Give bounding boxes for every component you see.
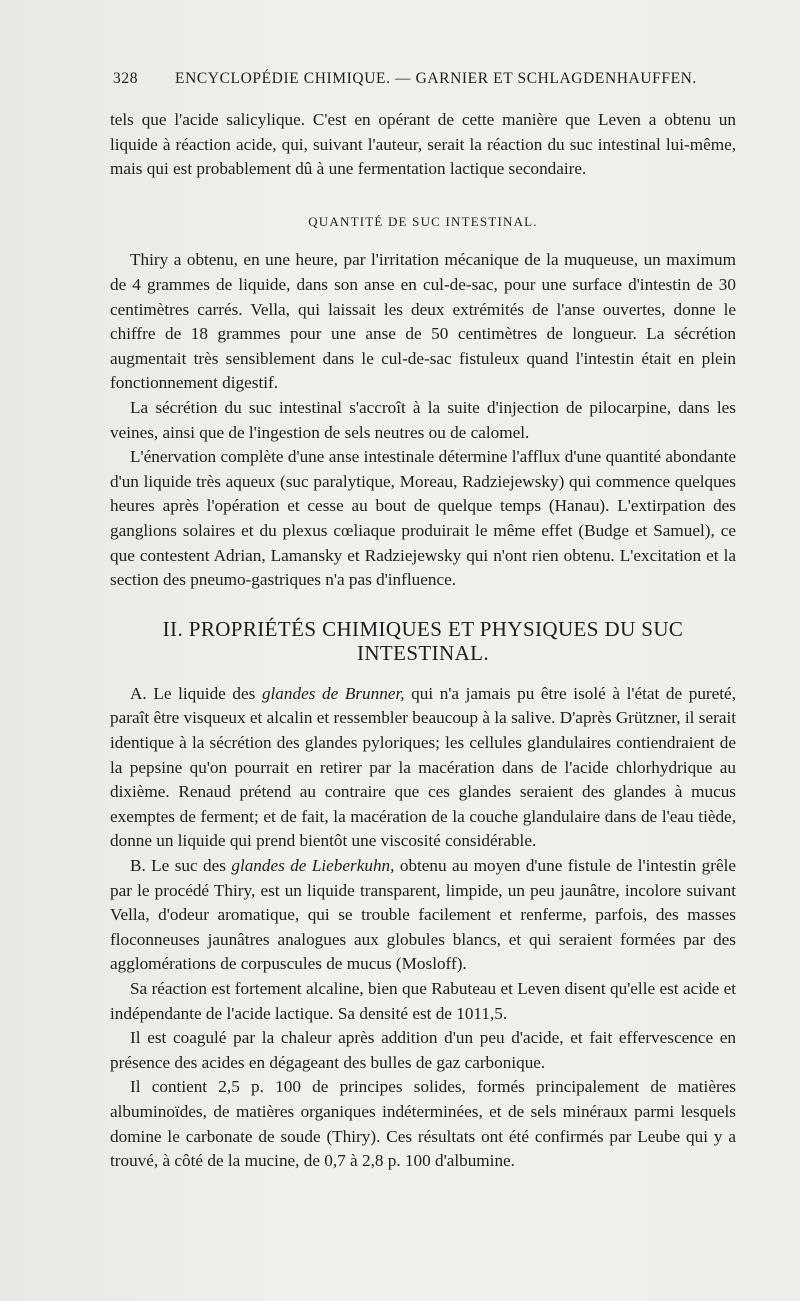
paragraph: Sa réaction est fortement alcaline, bien que Rabuteau et Leven disent qu'elle est acide et indépendante de l'acide lactique. Sa densité est de 1011,5. (110, 979, 736, 1023)
paragraph: Il est coagulé par la chaleur après addition d'un peu d'acide, et fait effervescence en présence des acides en dégageant des bulles de gaz carbonique. (110, 1028, 736, 1072)
subsection-title: QUANTITÉ DE SUC INTESTINAL. (308, 213, 538, 229)
paragraph-a (110, 682, 736, 854)
para-a-italic: glandes de Brunner, (261, 683, 405, 703)
paragraph-b (110, 854, 736, 977)
paragraph: Il contient 2,5 p. 100 de principes solides, formés principalement de matières albuminoïdes, de matières organiques indéterminées, et de sels minéraux parmi lesquels domine le carbonate de soude (Thiry). Ces résultats ont été confirmés par Leube qui y a trouvé, à côté de la mucine, de 0,7 à 2,8 p. 100 d'albumine. (110, 1077, 736, 1171)
para-b-italic: glandes de Lieberkuhn, (231, 856, 395, 876)
para-a-rest: qui n'a jamais pu être isolé à l'état de pureté, paraît être visqueux et alcalin et ressembler beaucoup à la salive. D'après Grützner, il serait identique à la sécrétion des glandes pyloriques; les cellules glandulaires contiendraient de la pepsine qu'on pourrait en retirer par la macération dans de l'acide chlorhydrique au dixième. Renaud prétend au contraire que ces glandes seraient des glandes à mucus exemptes de ferment; et de fait, la macération de la couche glandulaire dans de l'eau tiède, donne un liquide qui prend bientôt une viscosité considérable. (110, 683, 736, 851)
paragraph: Thiry a obtenu, en une heure, par l'irritation mécanique de la muqueuse, un maximum de 4 grammes de liquide, dans son anse en cul-de-sac, pour une surface d'intestin de 30 centimètres carrés. Vella, qui laissait les deux extrémités de l'anse ouvertes, donne le chiffre de 18 grammes pour une anse de 50 centimètres de longueur. La sécrétion augmentait très sensiblement dans le cul-de-sac fistuleux quand l'intestin était en plein fonctionnement digestif. (110, 250, 736, 393)
paragraph: La sécrétion du suc intestinal s'accroît à la suite d'injection de pilocarpine, dans les veines, ainsi que de l'ingestion de sels neutres ou de calomel. (110, 397, 736, 442)
para-b-lead: B. Le suc des (130, 856, 232, 876)
paragraph: L'énervation complète d'une anse intestinale détermine l'afflux d'une quantité abondante d'un liquide très aqueux (suc paralytique, Moreau, Radziejewsky) qui commence quelques heures après l'opération et cesse au bout de quelque temps (Hanau). L'extirpation des ganglions solaires et du plexus cœliaque produirait le même effet (Budge et Samuel), ce que contestent Adrian, Lamansky et Radziejewsky qui n'ont rien obtenu. L'excitation et la section des pneumo-gastriques n'a pas d'influence. (110, 447, 736, 590)
running-title: ENCYCLOPÉDIE CHIMIQUE. — GARNIER ET SCHLAGDENHAUFFEN. (175, 70, 697, 87)
page-body (110, 108, 736, 1174)
para-a-lead: A. Le liquide des (130, 683, 262, 703)
page-number: 328 (113, 70, 139, 87)
running-header (113, 70, 697, 88)
para-b-rest: obtenu au moyen d'une fistule de l'intestin grêle par le procédé Thiry, est un liquide transparent, limpide, un peu jaunâtre, incolore suivant Vella, d'odeur aromatique, qui se trouble facilement et renferme, parfois, des masses floconneuses jaunâtres analogues aux globules blancs, et qui seraient formées par des agglomérations de corpuscules de mucus (Mosloff). (110, 856, 736, 974)
intro-paragraph: tels que l'acide salicylique. C'est en opérant de cette manière que Leven a obtenu un liquide à réaction acide, qui, suivant l'auteur, serait la réaction du suc intestinal lui-même, mais qui est probablement dû à une fermentation lactique secondaire. (110, 110, 736, 179)
section-title: II. PROPRIÉTÉS CHIMIQUES ET PHYSIQUES DU SUC INTESTINAL. (162, 616, 684, 666)
